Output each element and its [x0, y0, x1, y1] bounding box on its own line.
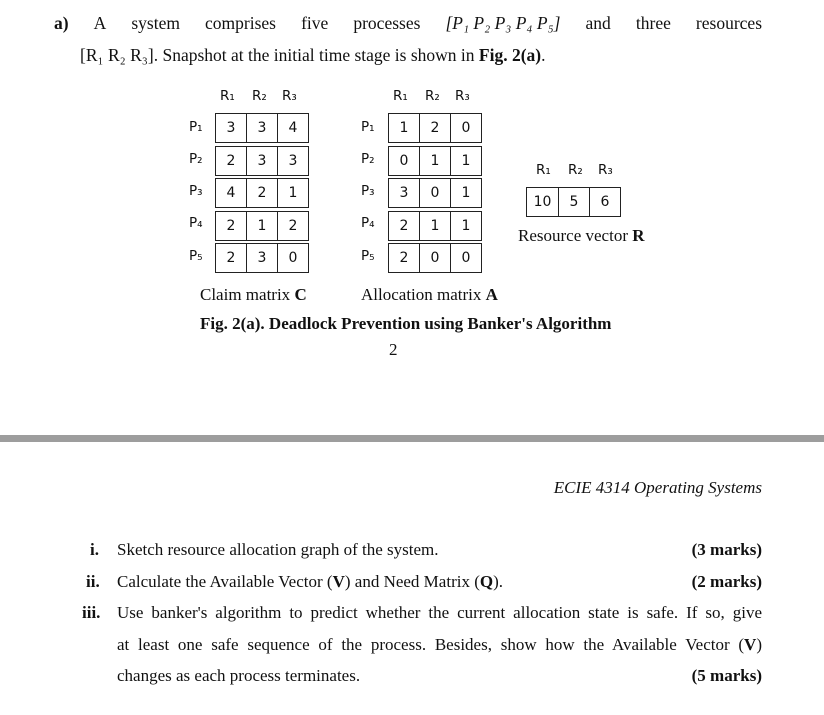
q-word: resources — [695, 13, 762, 33]
cell: 2 — [389, 211, 420, 240]
page-divider — [0, 435, 824, 442]
resource-vector — [526, 187, 621, 217]
caption-symbol: C — [294, 285, 307, 304]
cell: 2 — [420, 114, 451, 143]
cell: 0 — [389, 146, 420, 175]
matrix-row — [216, 114, 309, 143]
item-text-line: Use banker's algorithm to predict whether the current allocation state is safe. If so, give — [117, 603, 762, 622]
cell: 1 — [389, 114, 420, 143]
matrix-row — [216, 211, 309, 240]
q-word: and — [585, 13, 611, 33]
cell: 0 — [278, 244, 309, 273]
cell: 4 — [278, 114, 309, 143]
cell: 1 — [451, 211, 482, 240]
course-header: ECIE 4314 Operating Systems — [553, 478, 762, 497]
row-label: P₄ — [361, 215, 375, 231]
matrix-row — [527, 188, 621, 217]
row-label: P₅ — [189, 248, 203, 264]
item-text-line: changes as each process terminates. — [117, 666, 361, 685]
cell: 2 — [216, 211, 247, 240]
cell: 6 — [590, 188, 621, 217]
page-number: 2 — [389, 340, 398, 359]
col-header: R₂ — [568, 162, 583, 178]
row-label: P₁ — [361, 119, 375, 135]
question-a-line2 — [80, 45, 546, 66]
col-header: R₁ — [220, 88, 235, 104]
cell: 3 — [278, 146, 309, 175]
row-label: P₅ — [361, 248, 375, 264]
cell: 2 — [389, 244, 420, 273]
col-header: R₁ — [393, 88, 408, 104]
col-header: R₂ — [425, 88, 440, 104]
item-marks: (5 marks) — [691, 666, 762, 685]
item-number: iii. — [82, 603, 101, 622]
matrix-row — [389, 114, 482, 143]
cell: 3 — [389, 179, 420, 208]
cell: 3 — [247, 114, 278, 143]
item-text-part: ) — [756, 635, 762, 654]
q-word: five — [301, 13, 329, 33]
caption-symbol: R — [632, 226, 645, 245]
cell: 1 — [247, 211, 278, 240]
item-symbol: V — [332, 572, 345, 591]
cell: 2 — [216, 146, 247, 175]
cell: 3 — [216, 114, 247, 143]
item-text-part: at least one safe sequence of the process. Besides, show how the Available Vector ( — [117, 635, 745, 654]
cell: 1 — [451, 179, 482, 208]
row-label: P₃ — [361, 183, 375, 199]
cell: 1 — [278, 179, 309, 208]
col-header: R₁ — [536, 162, 551, 178]
item-number: i. — [90, 540, 99, 559]
cell: 2 — [216, 244, 247, 273]
cell: 3 — [247, 244, 278, 273]
q-line2-figref: Fig. 2(a) — [478, 45, 542, 65]
item-text-line — [117, 635, 762, 655]
caption-symbol: A — [485, 285, 498, 304]
matrix-row — [216, 146, 309, 175]
claim-column-headers — [214, 88, 314, 106]
cell: 1 — [420, 211, 451, 240]
row-label: P₂ — [189, 151, 203, 167]
alloc-column-headers — [387, 88, 487, 106]
q-line2-end: . — [541, 45, 546, 65]
item-number: ii. — [86, 572, 100, 591]
matrix-row — [216, 244, 309, 273]
matrix-row — [389, 146, 482, 175]
q-word: A — [93, 13, 107, 33]
cell: 2 — [247, 179, 278, 208]
item-text — [117, 572, 503, 592]
cell: 0 — [420, 179, 451, 208]
resource-column-headers — [530, 162, 630, 180]
matrix-row — [389, 244, 482, 273]
item-symbol: Q — [479, 572, 494, 591]
cell: 1 — [420, 146, 451, 175]
question-label: a) — [54, 13, 69, 33]
caption-text: Resource vector — [518, 226, 633, 245]
cell: 5 — [559, 188, 590, 217]
q-word: processes — [353, 13, 421, 33]
item-text: Sketch resource allocation graph of the system. — [117, 540, 439, 559]
col-header: R₃ — [455, 88, 470, 104]
item-marks: (2 marks) — [691, 572, 762, 591]
cell: 1 — [451, 146, 482, 175]
row-label: P₄ — [189, 215, 203, 231]
cell: 0 — [451, 244, 482, 273]
claim-matrix — [215, 113, 309, 273]
cell: 4 — [216, 179, 247, 208]
col-header: R₃ — [598, 162, 613, 178]
col-header: R₂ — [252, 88, 267, 104]
cell: 0 — [420, 244, 451, 273]
caption-text: Claim matrix — [200, 285, 295, 304]
item-symbol: V — [744, 635, 757, 654]
matrix-row — [389, 179, 482, 208]
cell: 0 — [451, 114, 482, 143]
cell: 10 — [527, 188, 559, 217]
figure-caption: Fig. 2(a). Deadlock Prevention using Banker's Algorithm — [200, 314, 612, 333]
item-text-part: ) and Need Matrix ( — [344, 572, 480, 591]
q-process-list: [P₁ P₂ P₃ P₄ P₅] — [445, 13, 561, 33]
q-word: three — [635, 13, 671, 33]
q-word: system — [131, 13, 180, 33]
item-text-part: ). — [493, 572, 504, 591]
question-a-line1 — [54, 13, 762, 34]
claim-caption — [200, 285, 307, 305]
allocation-matrix — [388, 113, 482, 273]
caption-text: Allocation matrix — [361, 285, 486, 304]
matrix-row — [389, 211, 482, 240]
item-text-part: Calculate the Available Vector ( — [117, 572, 333, 591]
row-label: P₂ — [361, 151, 375, 167]
q-word: comprises — [205, 13, 276, 33]
q-line2-text: [R₁ R₂ R₃]. Snapshot at the initial time stage is shown in — [80, 45, 479, 65]
col-header: R₃ — [282, 88, 297, 104]
cell: 3 — [247, 146, 278, 175]
allocation-caption — [361, 285, 498, 305]
item-marks: (3 marks) — [691, 540, 762, 559]
row-label: P₁ — [189, 119, 203, 135]
cell: 2 — [278, 211, 309, 240]
row-label: P₃ — [189, 183, 203, 199]
matrix-row — [216, 179, 309, 208]
resource-caption — [518, 226, 645, 246]
